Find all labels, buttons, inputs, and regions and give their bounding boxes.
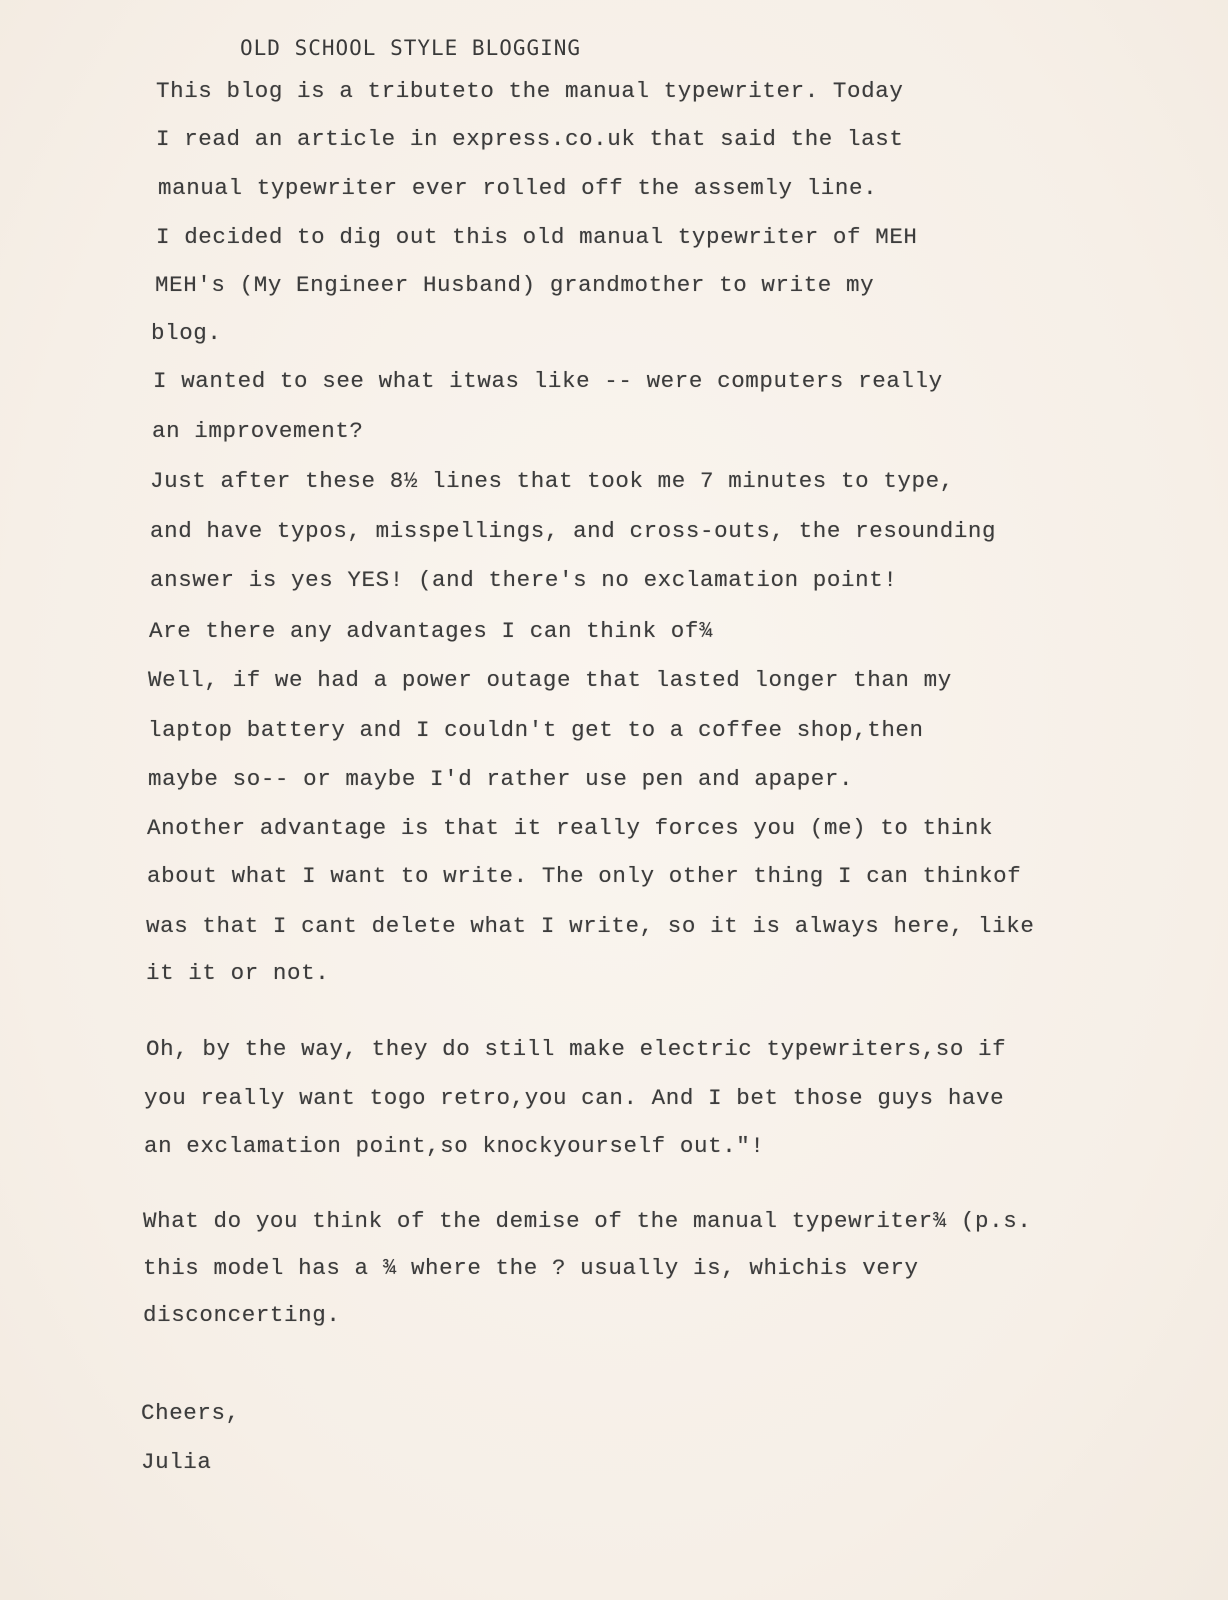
text-line: and have typos, misspellings, and cross-outs, the resounding: [150, 518, 997, 544]
text-line: an exclamation point,so knockyourself out."!: [144, 1133, 765, 1159]
text-line: this model has a ¾ where the ? usually is, whichis very: [143, 1255, 919, 1281]
text-line: an improvement?: [152, 418, 364, 444]
text-line: Another advantage is that it really forces you (me) to think: [147, 815, 994, 841]
text-line: disconcerting.: [143, 1302, 341, 1328]
closing-line: Cheers,: [141, 1400, 240, 1426]
text-line: Just after these 8½ lines that took me 7 minutes to type,: [150, 468, 954, 494]
text-line: laptop battery and I couldn't get to a coffee shop,then: [148, 717, 924, 743]
text-line: Oh, by the way, they do still make electric typewriters,so if: [146, 1036, 1007, 1062]
text-line: blog.: [151, 320, 222, 346]
text-line: This blog is a tributeto the manual typewriter. Today: [156, 78, 904, 104]
signature: Julia: [141, 1449, 212, 1475]
text-line: MEH's (My Engineer Husband) grandmother to write my: [155, 272, 875, 298]
page-title: OLD SCHOOL STYLE BLOGGING: [240, 36, 582, 60]
text-line: it it or not.: [146, 960, 330, 986]
text-line: about what I want to write. The only other thing I can thinkof: [147, 863, 1022, 889]
text-line: Well, if we had a power outage that lasted longer than my: [148, 667, 952, 693]
text-line: Are there any advantages I can think of¾: [149, 618, 714, 644]
text-line: manual typewriter ever rolled off the assemly line.: [158, 175, 878, 201]
text-line: I decided to dig out this old manual typewriter of MEH: [156, 224, 918, 250]
text-line: What do you think of the demise of the manual typewriter¾ (p.s.: [143, 1208, 1032, 1234]
text-line: I read an article in express.co.uk that said the last: [156, 126, 904, 152]
text-line: I wanted to see what itwas like -- were computers really: [153, 368, 943, 394]
text-line: maybe so-- or maybe I'd rather use pen and apaper.: [148, 766, 854, 792]
text-line: was that I cant delete what I write, so it is always here, like: [146, 913, 1035, 939]
text-line: answer is yes YES! (and there's no exclamation point!: [150, 567, 898, 593]
text-line: you really want togo retro,you can. And I bet those guys have: [144, 1085, 1005, 1111]
